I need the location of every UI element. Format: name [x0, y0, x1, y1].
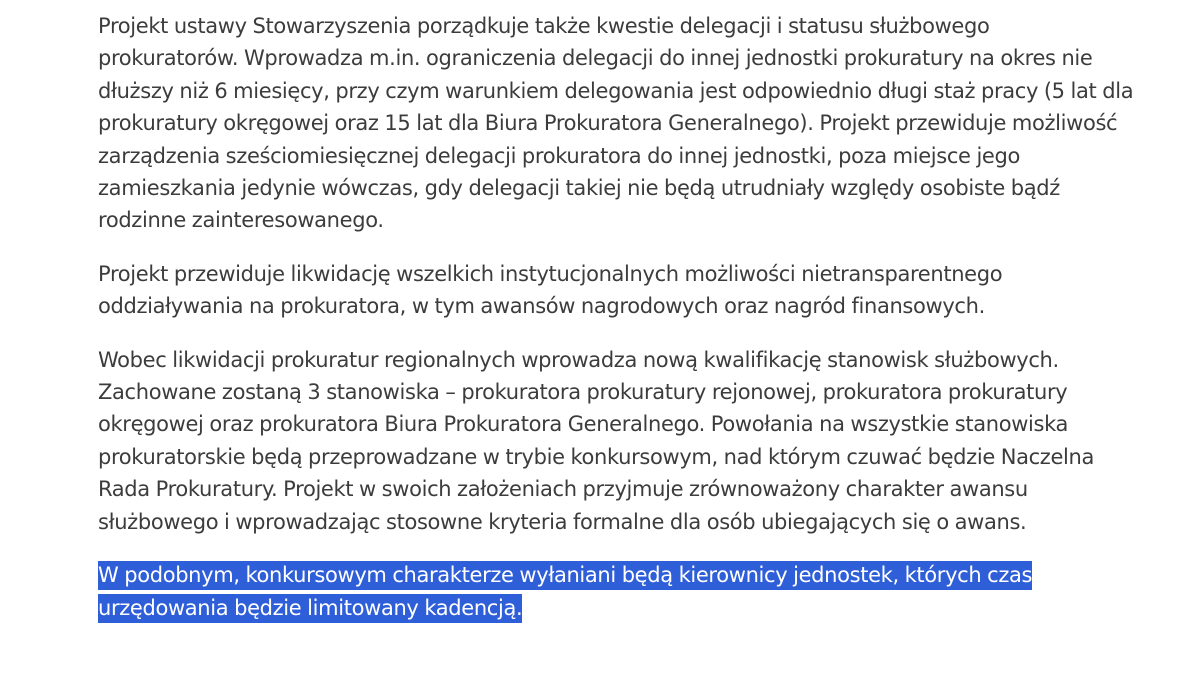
- text-line: Wobec likwidacji prokuratur regionalnych wprowadza nową kwalifikację stanowisk służbowych.: [98, 347, 1059, 372]
- text-line: prokuratury okręgowej oraz 15 lat dla Biura Prokuratora Generalnego). Projekt przewiduje możliwość: [98, 111, 1118, 136]
- text-line: oddziaływania na prokuratora, w tym awansów nagrodowych oraz nagród finansowych.: [98, 294, 985, 319]
- text-line: prokuratorskie będą przeprowadzane w trybie konkursowym, nad którym czuwać będzie Naczelna: [98, 444, 1094, 469]
- paragraph-positions: [98, 344, 1158, 538]
- selected-line[interactable]: [98, 559, 1158, 591]
- text-selection-highlight[interactable]: W podobnym, konkursowym charakterze wyłaniani będą kierownicy jednostek, których czas: [98, 561, 1032, 590]
- text-selection-highlight[interactable]: urzędowania będzie limitowany kadencją.: [98, 594, 522, 623]
- text-line: prokuratorów. Wprowadza m.in. ograniczenia delegacji do innej jednostki prokuratury na okres nie: [98, 46, 1093, 71]
- paragraph-selected-text[interactable]: [98, 559, 1158, 624]
- text-line: dłuższy niż 6 miesięcy, przy czym warunkiem delegowania jest odpowiednio długi staż pracy (5 lat dla: [98, 78, 1134, 103]
- selected-line[interactable]: [98, 592, 1158, 624]
- text-line: Projekt przewiduje likwidację wszelkich instytucjonalnych możliwości nietransparentnego: [98, 261, 1003, 286]
- text-line: Projekt ustawy Stowarzyszenia porządkuje także kwestie delegacji i statusu służbowego: [98, 14, 990, 38]
- text-line: okręgowej oraz prokuratora Biura Prokuratora Generalnego. Powołania na wszystkie stanowiska: [98, 412, 1069, 437]
- text-line: zarządzenia sześciomiesięcznej delegacji prokuratora do innej jednostki, poza miejsce jego: [98, 143, 1020, 168]
- article-body: [98, 10, 1158, 645]
- paragraph-liquidation: [98, 258, 1158, 323]
- text-line: zamieszkania jedynie wówczas, gdy delegacji takiej nie będą utrudniały względy osobiste bądź: [98, 176, 1060, 201]
- text-line: służbowego i wprowadzając stosowne kryteria formalne dla osób ubiegających się o awans.: [98, 509, 1027, 534]
- text-line: Rada Prokuratury. Projekt w swoich założeniach przyjmuje zrównoważony charakter awansu: [98, 477, 1028, 502]
- text-line: Zachowane zostaną 3 stanowiska – prokuratora prokuratury rejonowej, prokuratora prokuratury: [98, 380, 1068, 405]
- paragraph-delegation: [98, 10, 1158, 237]
- text-line: rodzinne zainteresowanego.: [98, 208, 384, 233]
